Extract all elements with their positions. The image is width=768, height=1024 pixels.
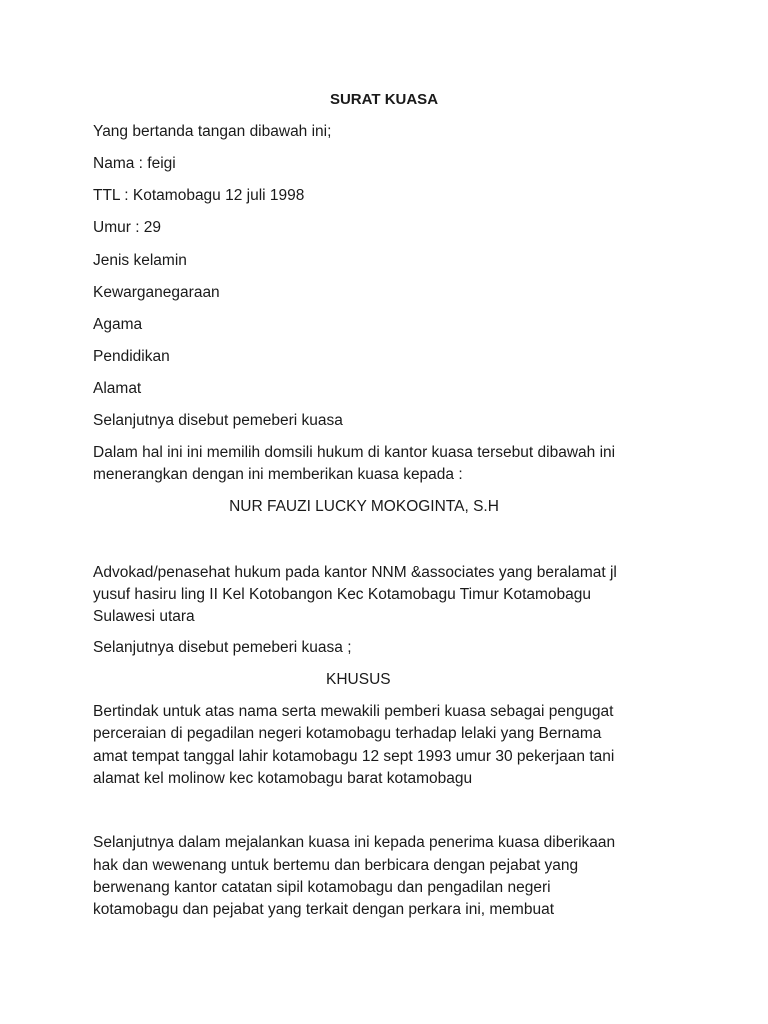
field-umur: Umur : 29 (93, 219, 162, 236)
authority-line: berwenang kantor catatan sipil kotamobagu dan pengadilan negeri (93, 879, 551, 896)
special-heading: KHUSUS (326, 671, 391, 688)
field-kewarganegaraan: Kewarganegaraan (93, 284, 220, 301)
action-line: amat tempat tanggal lahir kotamobagu 12 sept 1993 umur 30 pekerjaan tani (93, 748, 615, 765)
domicile-line: menerangkan dengan ini memberikan kuasa kepada : (93, 466, 463, 483)
attorney-line: Advokad/penasehat hukum pada kantor NNM &associates yang beralamat jl (93, 564, 617, 581)
authority-line: kotamobagu dan pejabat yang terkait dengan perkara ini, membuat (93, 901, 554, 918)
authority-line: hak dan wewenang untuk bertemu dan berbicara dengan pejabat yang (93, 857, 579, 874)
field-pendidikan: Pendidikan (93, 348, 170, 365)
action-line: perceraian di pegadilan negeri kotamobagu terhadap lelaki yang Bernama (93, 725, 602, 742)
action-line: alamat kel molinow kec kotamobagu barat kotamobagu (93, 770, 473, 787)
attorney-name: NUR FAUZI LUCKY MOKOGINTA, S.H (229, 498, 499, 515)
intro-text: Yang bertanda tangan dibawah ini; (93, 123, 332, 140)
grantor-note: Selanjutnya disebut pemeberi kuasa (93, 412, 343, 429)
document-title: SURAT KUASA (329, 91, 439, 108)
action-line: Bertindak untuk atas nama serta mewakili pemberi kuasa sebagai pengugat (93, 703, 614, 720)
grantee-note: Selanjutnya disebut pemeberi kuasa ; (93, 639, 352, 656)
field-nama: Nama : feigi (93, 155, 176, 172)
field-alamat: Alamat (93, 380, 142, 397)
field-agama: Agama (93, 316, 143, 333)
attorney-line: Sulawesi utara (93, 608, 195, 625)
domicile-line: Dalam hal ini ini memilih domsili hukum di kantor kuasa tersebut dibawah ini (93, 444, 616, 461)
attorney-line: yusuf hasiru ling II Kel Kotobangon Kec Kotamobagu Timur Kotamobagu (93, 586, 592, 603)
field-ttl: TTL : Kotamobagu 12 juli 1998 (93, 187, 305, 204)
field-jenis-kelamin: Jenis kelamin (93, 252, 187, 269)
authority-line: Selanjutnya dalam mejalankan kuasa ini kepada penerima kuasa diberikaan (93, 834, 616, 851)
